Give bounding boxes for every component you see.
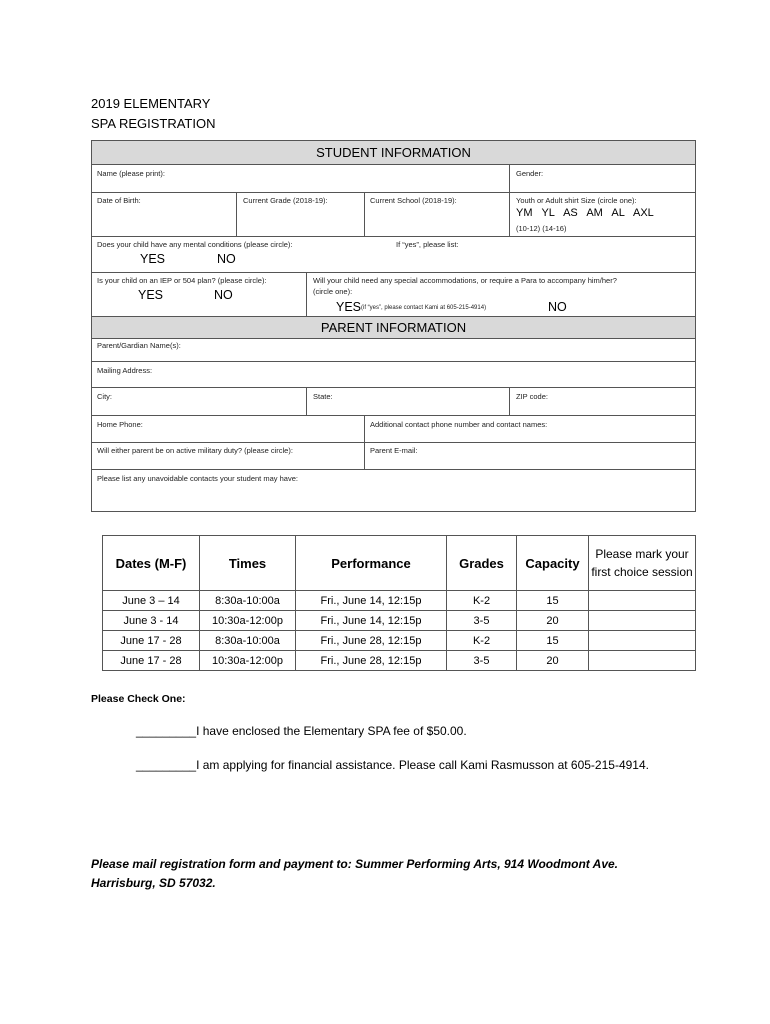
divider xyxy=(91,469,696,470)
student-info-header xyxy=(91,140,696,165)
divider xyxy=(509,192,510,236)
city-label: City: xyxy=(97,392,112,401)
cell-grades: 3-5 xyxy=(447,651,517,671)
cell-grades: 3-5 xyxy=(447,611,517,631)
dob-field-label: Date of Birth: xyxy=(97,196,141,205)
accommodations-label: Will your child need any special accommodations, or require a Para to accompany him/her? xyxy=(313,276,617,285)
parent-info-header xyxy=(91,316,696,339)
iep-label: Is your child on an IEP or 504 plan? (please circle): xyxy=(97,276,267,285)
name-field-label: Name (please print): xyxy=(97,169,165,178)
shirt-size-ranges: (10-12) (14-16) xyxy=(516,224,567,233)
cell-grades: K-2 xyxy=(447,631,517,651)
divider xyxy=(91,272,696,273)
unavoidable-contacts-label: Please list any unavoidable contacts your student may have: xyxy=(97,474,298,483)
financial-assistance-option[interactable]: _________I am applying for financial assistance. Please call Kami Rasmusson at 605-215-4914. xyxy=(136,758,649,772)
divider xyxy=(364,192,365,236)
cell-performance: Fri., June 28, 12:15p xyxy=(296,631,447,651)
cell-times: 10:30a-12:00p xyxy=(200,651,296,671)
parent-email-label: Parent E-mail: xyxy=(370,446,418,455)
divider xyxy=(91,236,696,237)
home-phone-label: Home Phone: xyxy=(97,420,143,429)
zip-label: ZIP code: xyxy=(516,392,548,401)
divider xyxy=(509,165,510,193)
divider xyxy=(91,415,696,416)
accommodations-circle-label: (circle one): xyxy=(313,287,353,296)
table-row xyxy=(103,611,696,631)
shirt-size-options[interactable]: YM YL AS AM AL AXL xyxy=(516,207,654,219)
cell-dates: June 3 - 14 xyxy=(103,611,200,631)
divider xyxy=(91,387,696,388)
cell-times: 8:30a-10:00a xyxy=(200,591,296,611)
cell-capacity: 15 xyxy=(517,631,589,651)
school-field-label: Current School (2018-19): xyxy=(370,196,457,205)
accommodations-no-option[interactable]: NO xyxy=(548,300,567,314)
gender-field-label: Gender: xyxy=(516,169,544,178)
mental-conditions-label: Does your child have any mental conditions (please circle): xyxy=(97,240,293,249)
cell-dates: June 17 - 28 xyxy=(103,631,200,651)
col-header-times: Times xyxy=(200,536,296,591)
divider xyxy=(364,415,365,469)
cell-first-choice[interactable] xyxy=(589,591,696,611)
form-title-line1: 2019 ELEMENTARY xyxy=(91,96,211,111)
student-section-title: STUDENT INFORMATION xyxy=(316,145,471,160)
form-title-line2: SPA REGISTRATION xyxy=(91,116,216,131)
schedule-table xyxy=(102,535,696,671)
cell-grades: K-2 xyxy=(447,591,517,611)
divider xyxy=(91,361,696,362)
cell-capacity: 20 xyxy=(517,611,589,631)
cell-first-choice[interactable] xyxy=(589,631,696,651)
parent-names-label: Parent/Gardian Name(s): xyxy=(97,341,181,350)
mail-instructions-line1: Please mail registration form and payment to: Summer Performing Arts, 914 Woodmont Ave. xyxy=(91,857,619,871)
schedule-header-row xyxy=(103,536,696,591)
cell-capacity: 15 xyxy=(517,591,589,611)
iep-no-option[interactable]: NO xyxy=(214,288,233,302)
cell-performance: Fri., June 28, 12:15p xyxy=(296,651,447,671)
accommodations-yes-option[interactable]: YES xyxy=(336,300,362,314)
col-header-first-choice: Please mark your first choice session xyxy=(589,536,696,591)
mail-instructions-line2: Harrisburg, SD 57032. xyxy=(91,876,216,890)
col-header-performance: Performance xyxy=(296,536,447,591)
mental-yes-option[interactable]: YES xyxy=(140,252,166,266)
fee-enclosed-option[interactable]: _________I have enclosed the Elementary SPA fee of $50.00. xyxy=(136,724,467,738)
grade-field-label: Current Grade (2018-19): xyxy=(243,196,328,205)
divider xyxy=(236,192,237,236)
divider xyxy=(91,192,696,193)
mailing-address-label: Mailing Address: xyxy=(97,366,153,375)
divider xyxy=(306,387,307,415)
cell-performance: Fri., June 14, 12:15p xyxy=(296,611,447,631)
col-header-grades: Grades xyxy=(447,536,517,591)
table-row xyxy=(103,651,696,671)
cell-times: 10:30a-12:00p xyxy=(200,611,296,631)
divider xyxy=(91,442,696,443)
col-header-dates: Dates (M-F) xyxy=(103,536,200,591)
table-row xyxy=(103,591,696,611)
cell-performance: Fri., June 14, 12:15p xyxy=(296,591,447,611)
accommodations-note: (if “yes”, please contact Kami at 605-215-4914) xyxy=(361,305,487,311)
cell-dates: June 3 – 14 xyxy=(103,591,200,611)
mental-no-option[interactable]: NO xyxy=(217,252,236,266)
additional-contact-label: Additional contact phone number and contact names: xyxy=(370,420,548,429)
cell-first-choice[interactable] xyxy=(589,651,696,671)
col-header-capacity: Capacity xyxy=(517,536,589,591)
parent-section-title: PARENT INFORMATION xyxy=(320,320,467,335)
cell-first-choice[interactable] xyxy=(589,611,696,631)
cell-dates: June 17 - 28 xyxy=(103,651,200,671)
military-duty-label: Will either parent be on active military duty? (please circle): xyxy=(97,446,293,455)
table-row xyxy=(103,631,696,651)
divider xyxy=(509,387,510,415)
shirt-size-label: Youth or Adult shirt Size (circle one): xyxy=(516,196,637,205)
cell-times: 8:30a-10:00a xyxy=(200,631,296,651)
mental-conditions-list-label: If “yes”, please list: xyxy=(396,240,459,249)
state-label: State: xyxy=(313,392,333,401)
check-one-heading: Please Check One: xyxy=(91,693,186,705)
cell-capacity: 20 xyxy=(517,651,589,671)
iep-yes-option[interactable]: YES xyxy=(138,288,164,302)
divider xyxy=(306,272,307,317)
